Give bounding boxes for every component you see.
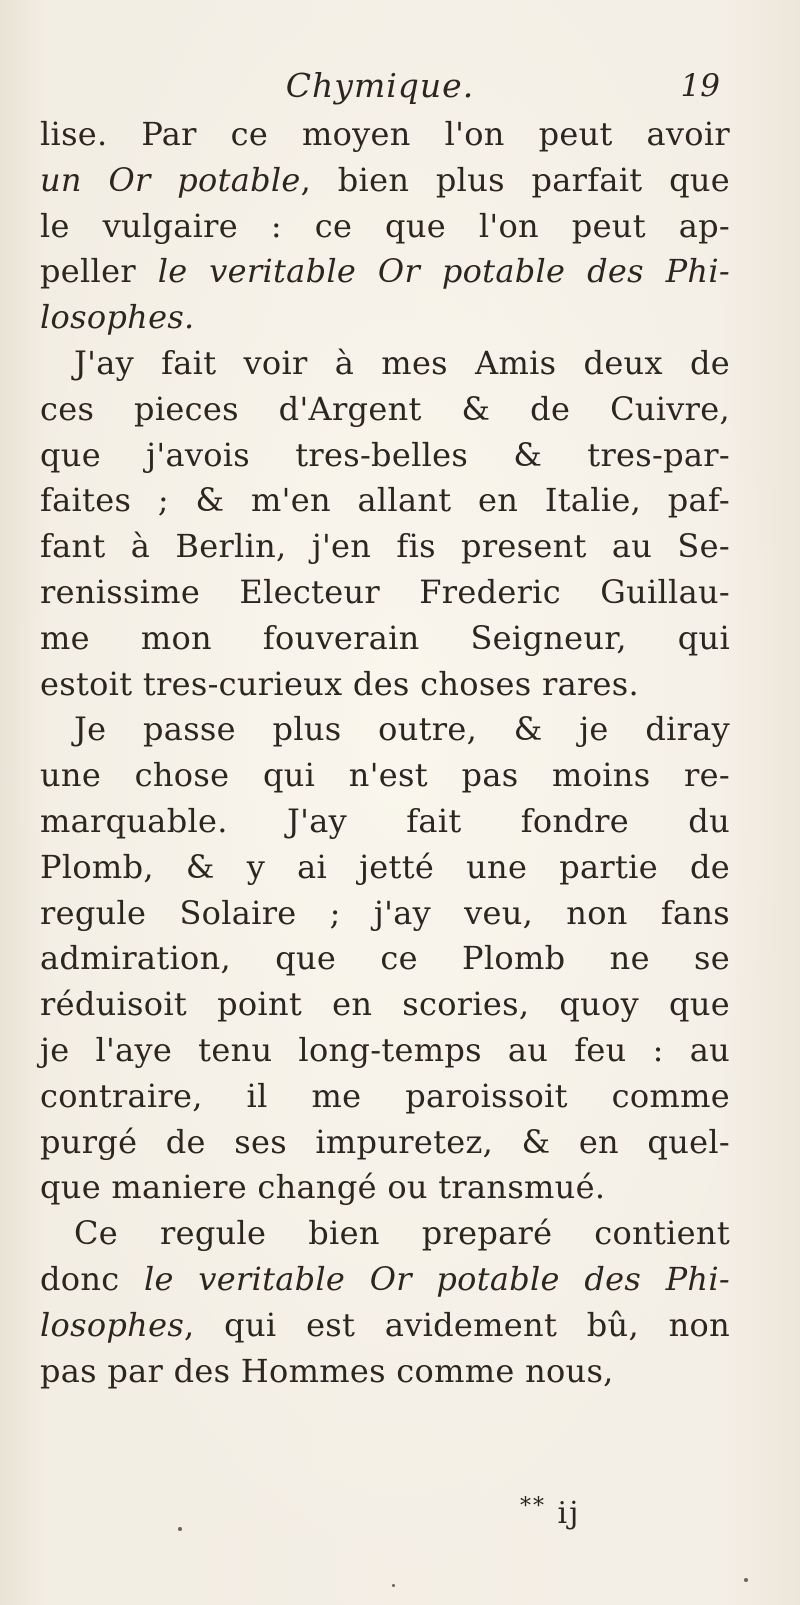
- text-line: [40, 341, 730, 387]
- text-segment: réduisoit point en scories, quoy que: [40, 985, 730, 1024]
- text-segment: une chose qui n'est pas moins re-: [40, 756, 730, 795]
- italic-text-segment: un Or potable: [40, 160, 301, 199]
- text-segment: que j'avois tres-belles & tres-par-: [40, 435, 730, 474]
- text-line: [40, 799, 730, 845]
- text-line: [40, 1257, 730, 1303]
- text-segment: fant à Berlin, j'en fis present au Se-: [40, 527, 730, 566]
- italic-text-segment: le veritable Or potable des Phi-: [144, 1259, 730, 1298]
- text-segment: pas par des Hommes comme nous,: [40, 1351, 614, 1390]
- text-line: [40, 433, 730, 479]
- text-line: [40, 1074, 730, 1120]
- text-segment: Je passe plus outre, & je diray: [74, 710, 730, 749]
- italic-text-segment: losophes.: [40, 298, 195, 337]
- text-line: [40, 158, 730, 204]
- text-line: [40, 478, 730, 524]
- signature-letters: ij: [557, 1496, 581, 1531]
- text-segment: , qui est avidement bû, non: [184, 1305, 730, 1344]
- body-text: [40, 112, 730, 1394]
- text-line: [40, 249, 730, 295]
- ink-speck: [392, 1584, 395, 1587]
- text-segment: me mon fouverain Seigneur, qui: [40, 618, 730, 657]
- page-number: 19: [680, 68, 720, 104]
- text-line: [40, 112, 730, 158]
- page-header: [40, 62, 720, 112]
- signature-mark: [520, 1496, 580, 1531]
- text-segment: regule Solaire ; j'ay veu, non fans: [40, 893, 730, 932]
- text-line: [40, 524, 730, 570]
- text-segment: je l'aye tenu long-temps au feu : au: [40, 1030, 730, 1069]
- text-segment: donc: [40, 1259, 145, 1298]
- text-segment: faites ; & m'en allant en Italie, paf-: [40, 481, 730, 520]
- text-line: [40, 753, 730, 799]
- text-segment: renissime Electeur Frederic Guillau-: [40, 572, 730, 611]
- text-segment: Plomb, & y ai jetté une partie de: [40, 847, 730, 886]
- text-line: [40, 204, 730, 250]
- text-segment: le vulgaire : ce que l'on peut ap-: [40, 206, 730, 245]
- text-line: [40, 845, 730, 891]
- text-line: [40, 1303, 730, 1349]
- text-line: [40, 295, 730, 341]
- ink-speck: [744, 1578, 748, 1582]
- text-line: [40, 662, 730, 708]
- text-line: [40, 616, 730, 662]
- signature-stars: **: [520, 1494, 546, 1519]
- text-segment: ces pieces d'Argent & de Cuivre,: [40, 389, 730, 428]
- text-segment: Ce regule bien preparé contient: [74, 1214, 730, 1253]
- text-segment: estoit tres-curieux des choses rares.: [40, 664, 639, 703]
- text-segment: peller: [40, 252, 158, 291]
- running-head: Chymique.: [285, 66, 475, 105]
- text-segment: purgé de ses impuretez, & en quel-: [40, 1122, 730, 1161]
- text-line: [40, 707, 730, 753]
- text-line: [40, 570, 730, 616]
- text-line: [40, 1165, 730, 1211]
- text-segment: que maniere changé ou transmué.: [40, 1168, 606, 1207]
- ink-speck: [178, 1527, 182, 1531]
- text-segment: J'ay fait voir à mes Amis deux de: [74, 343, 730, 382]
- text-line: [40, 1028, 730, 1074]
- text-segment: marquable. J'ay fait fondre du: [40, 801, 730, 840]
- text-line: [40, 1120, 730, 1166]
- text-segment: , bien plus parfait que: [300, 160, 730, 199]
- text-line: [40, 1349, 730, 1395]
- text-line: [40, 891, 730, 937]
- text-segment: lise. Par ce moyen l'on peut avoir: [40, 115, 730, 153]
- text-line: [40, 936, 730, 982]
- text-line: [40, 387, 730, 433]
- text-segment: contraire, il me paroissoit comme: [40, 1076, 730, 1115]
- text-line: [40, 1211, 730, 1257]
- text-line: [40, 982, 730, 1028]
- text-segment: admiration, que ce Plomb ne se: [40, 939, 730, 978]
- italic-text-segment: losophes: [40, 1305, 185, 1344]
- italic-text-segment: le veritable Or potable des Phi-: [157, 252, 730, 291]
